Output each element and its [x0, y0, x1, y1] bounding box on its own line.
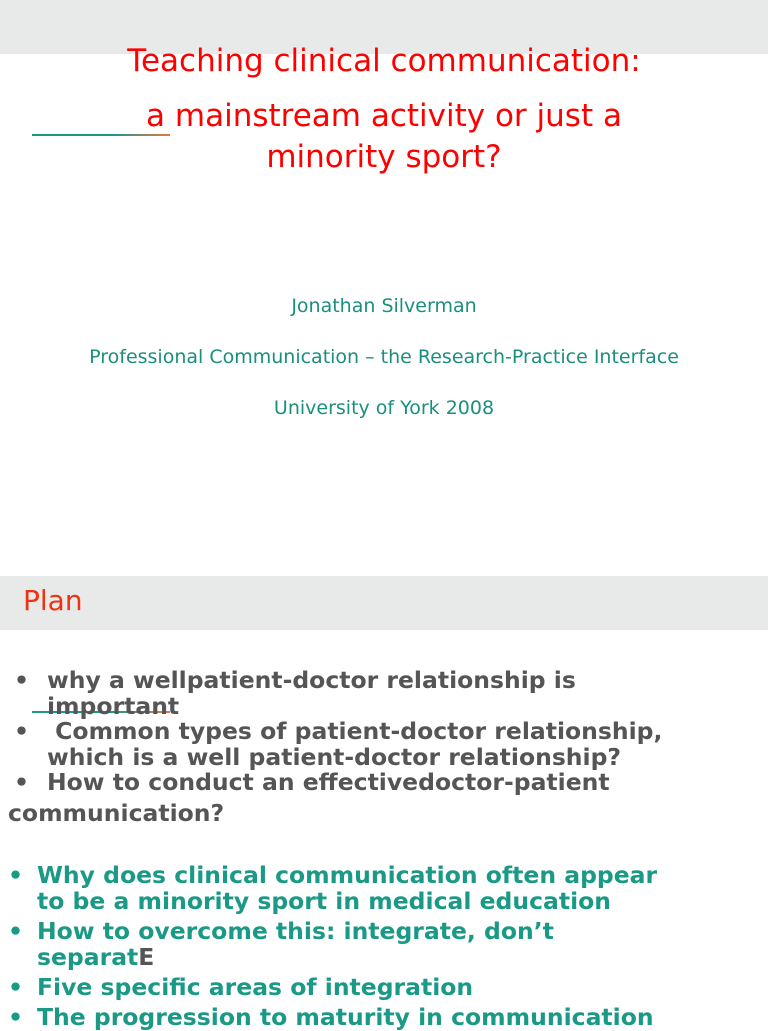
venue-year: University of York 2008 [273, 397, 495, 419]
bullet-text-line: Five specific areas of integration [37, 973, 474, 1001]
bullet-text-line: which is a well patient-doctor relationship? [47, 743, 622, 771]
slide-title-line-2: a mainstream activity or just a [146, 98, 622, 134]
bullet-text-line: How to overcome this: integrate, don’t [37, 917, 554, 945]
bullet-dot: • [8, 1003, 24, 1031]
bullet-dot: • [14, 768, 30, 796]
event-name: Professional Communication – the Research-Practice Interface [89, 346, 679, 368]
plan-slide-header-band [0, 576, 768, 630]
bullet-text-line: Why does clinical communication often appear [37, 861, 658, 889]
bullet-dot: • [14, 666, 30, 694]
bullet-text-line: Common types of patient-doctor relationship, [47, 717, 663, 745]
plan-heading: Plan [23, 584, 83, 617]
bullet-text-line: communication? [8, 799, 225, 827]
slide-title-line-3: minority sport? [266, 139, 502, 175]
bullet-text-segment-tail: E [138, 943, 155, 971]
bullet-dot: • [14, 717, 30, 745]
bullet-text-line: important [47, 692, 180, 720]
author-name: Jonathan Silverman [291, 295, 477, 317]
bullet-dot: • [8, 973, 24, 1001]
bullet-text-line: why a wellpatient-doctor relationship is [47, 666, 576, 694]
bullet-dot: • [8, 917, 24, 945]
bullet-text-line-wrap [37, 944, 154, 970]
slide-title-line-1: Teaching clinical communication: [127, 43, 641, 79]
bullet-text-line: How to conduct an effectivedoctor-patient [47, 768, 610, 796]
bullet-dot: • [8, 861, 24, 889]
bullet-text-segment: separat [37, 943, 139, 971]
bullet-text-line: to be a minority sport in medical education [37, 887, 612, 915]
bullet-text-line: The progression to maturity in communication [37, 1003, 654, 1031]
